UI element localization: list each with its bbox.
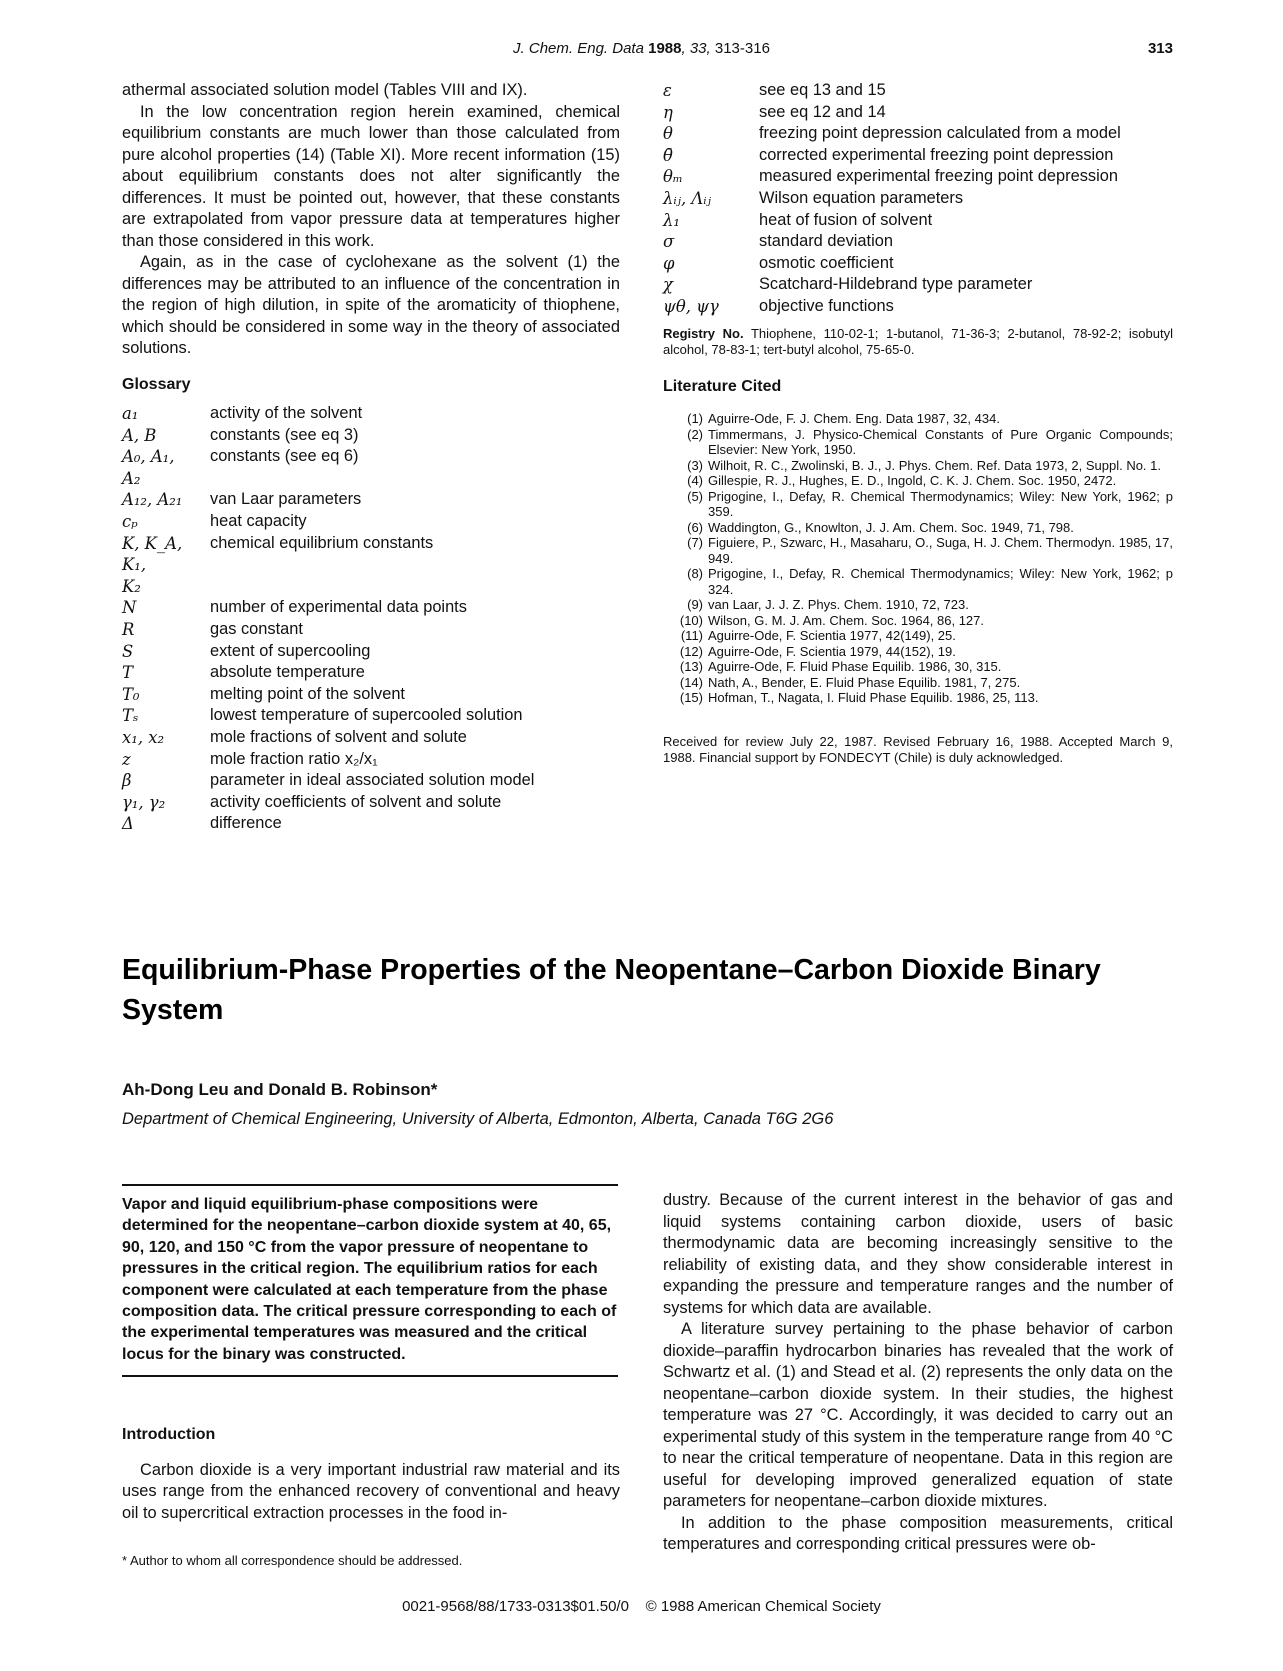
reference-list: [663, 411, 1173, 706]
reference-text: Prigogine, I., Defay, R. Chemical Thermodynamics; Wiley: New York, 1962; p 324.: [708, 566, 1173, 597]
glossary-symbol: λᵢⱼ, Λᵢⱼ: [663, 188, 711, 208]
glossary-row: [663, 123, 1121, 145]
paragraph: athermal associated solution model (Tables VIII and IX).: [122, 81, 528, 99]
glossary-row: [122, 813, 534, 835]
received-note: Received for review July 22, 1987. Revised February 16, 1988. Accepted March 9, 1988. Financial support by FONDECYT (Chile) is duly acknowledged.: [663, 733, 1173, 765]
reference-text: Wilson, G. M. J. Am. Chem. Soc. 1964, 86, 127.: [708, 612, 985, 628]
glossary-definition: heat of fusion of solvent: [759, 210, 933, 229]
glossary-symbol: λ₁: [663, 210, 680, 230]
glossary-row: [122, 533, 534, 598]
glossary-row: [663, 188, 1121, 210]
glossary-symbol: a₁: [122, 404, 139, 423]
glossary-row: [122, 684, 534, 706]
reference-number: (5): [687, 488, 703, 504]
reference-text: Aguirre-Ode, F. Scientia 1977, 42(149), 25.: [708, 628, 956, 644]
glossary-symbol: θₘ: [663, 167, 683, 187]
glossary-symbol: Δ: [122, 814, 134, 834]
glossary-definition: mole fractions of solvent and solute: [210, 727, 467, 746]
reference-number: (14): [679, 674, 703, 690]
glossary-definition: mole fraction ratio x₂/x₁: [210, 749, 378, 768]
page-number: 313: [1147, 40, 1173, 57]
reference-number: (1): [687, 411, 703, 427]
reference-text: Wilhoit, R. C., Zwolinski, B. J., J. Phys. Chem. Ref. Data 1973, 2, Suppl. No. 1.: [708, 457, 1162, 473]
glossary-definition: constants (see eq 3): [210, 425, 359, 444]
top-left-column: [122, 80, 620, 835]
reference-item: [663, 489, 1173, 520]
glossary-symbol: σ: [663, 232, 675, 252]
glossary-row: [122, 403, 534, 425]
article-affiliation: Department of Chemical Engineering, University of Alberta, Edmonton, Alberta, Canada T6G 2G6: [122, 1110, 834, 1128]
reference-number: (11): [680, 628, 703, 644]
running-head: J. Chem. Eng. Data 1988, 33, 313-316: [513, 40, 770, 57]
page-footer: [0, 1598, 1283, 1615]
glossary-symbol: χ: [663, 275, 673, 295]
reference-item: [663, 597, 1173, 613]
glossary-definition: corrected experimental freezing point depression: [759, 145, 1114, 164]
introduction-left: [122, 1424, 620, 1524]
reference-item: [663, 675, 1173, 691]
glossary-symbol: θ̄: [663, 145, 673, 165]
glossary-definition: lowest temperature of supercooled solution: [210, 706, 523, 725]
glossary-row: [663, 210, 1121, 232]
glossary-row: [122, 619, 534, 641]
registry-label: Registry No.: [663, 325, 744, 341]
glossary-symbol: x₁, x₂: [122, 727, 165, 747]
reference-text: van Laar, J. J. Z. Phys. Chem. 1910, 72, 723.: [708, 597, 969, 613]
glossary-definition: parameter in ideal associated solution model: [210, 771, 535, 790]
registry-numbers: [663, 326, 1173, 358]
reference-text: Aguirre-Ode, F. J. Chem. Eng. Data 1987, 32, 434.: [708, 411, 1000, 427]
top-right-column: [663, 80, 1173, 766]
copyright: © 1988 American Chemical Society: [645, 1598, 881, 1615]
glossary-symbol: φ: [663, 253, 675, 273]
paragraph: A literature survey pertaining to the phase behavior of carbon dioxide–paraffin hydrocarbon binaries has revealed that the work of Schwartz et al. (1) and Stead et al. (2) represents the only data on the neopentane–carbon dioxide system. In their studies, the highest temperature was 27 °C. Accordingly, it was decided to carry out an experimental study of this system in the temperature range from 40 °C to near the critical temperature of neopentane. Data in this region are useful for developing improved generalized equation of state parameters for neopentane–carbon dioxide mixtures.: [663, 1320, 1173, 1510]
reference-text: Hofman, T., Nagata, I. Fluid Phase Equilib. 1986, 25, 113.: [708, 690, 1039, 706]
reference-item: [663, 644, 1173, 660]
reference-number: (3): [687, 457, 703, 473]
reference-item: [663, 628, 1173, 644]
glossary-definition: measured experimental freezing point depression: [759, 167, 1118, 186]
glossary-symbol: A₀, A₁, A₂: [122, 447, 175, 488]
glossary-row: [122, 749, 534, 771]
glossary-row: [122, 489, 534, 511]
glossary-definition: freezing point depression calculated from a model: [759, 124, 1121, 143]
reference-number: (6): [687, 519, 703, 535]
glossary-definition: constants (see eq 6): [210, 447, 359, 466]
glossary-symbol: z: [122, 749, 131, 769]
glossary-row: [122, 662, 534, 684]
reference-number: (4): [687, 473, 703, 489]
glossary-definition: osmotic coefficient: [759, 253, 894, 272]
glossary-row: [663, 166, 1121, 188]
reference-text: Aguirre-Ode, F. Scientia 1979, 44(152), 19.: [708, 643, 956, 659]
reference-item: [663, 520, 1173, 536]
glossary-symbol: θ: [663, 124, 673, 144]
reference-item: [663, 566, 1173, 597]
glossary-table-continued: [663, 80, 1121, 318]
journal-pages: 313-316: [714, 40, 770, 57]
glossary-definition: activity coefficients of solvent and solute: [210, 792, 502, 811]
glossary-symbol: ψθ, ψγ: [663, 296, 719, 316]
glossary-definition: van Laar parameters: [210, 490, 362, 509]
glossary-table: [122, 403, 534, 835]
reference-item: [663, 659, 1173, 675]
paragraph: In the low concentration region herein examined, chemical equilibrium constants are much lower than those calculated from pure alcohol properties (14) (Table XI). More recent information (15) about equilibrium constants does not alter significantly the differences. It must be pointed out, however, that these constants are extrapolated from vapor pressure data at temperatures higher than those considered in this work.: [122, 102, 620, 250]
journal-name: J. Chem. Eng. Data: [513, 40, 644, 57]
reference-text: Waddington, G., Knowlton, J. J. Am. Chem. Soc. 1949, 71, 798.: [708, 519, 1074, 535]
reference-number: (13): [679, 659, 703, 675]
reference-item: [663, 458, 1173, 474]
glossary-row: [122, 792, 534, 814]
glossary-row: [122, 727, 534, 749]
glossary-row: [122, 446, 534, 489]
registry-text: Thiophene, 110-02-1; 1-butanol, 71-36-3; 2-butanol, 78-92-2; isobutyl alcohol, 78-83-1; tert-butyl alcohol, 75-65-0.: [663, 325, 1173, 357]
reference-item: [663, 690, 1173, 706]
reference-number: (10): [679, 612, 703, 628]
reference-number: (12): [679, 643, 703, 659]
glossary-definition: standard deviation: [759, 232, 893, 251]
reference-number: (9): [687, 597, 703, 613]
glossary-symbol: R: [122, 619, 135, 639]
glossary-definition: see eq 13 and 15: [759, 81, 886, 99]
glossary-row: [122, 641, 534, 663]
glossary-definition: extent of supercooling: [210, 641, 371, 660]
glossary-definition: melting point of the solvent: [210, 684, 405, 703]
glossary-row: [122, 425, 534, 447]
glossary-definition: number of experimental data points: [210, 598, 467, 617]
glossary-definition: gas constant: [210, 619, 303, 638]
paragraph: dustry. Because of the current interest in the behavior of gas and liquid systems containing carbon dioxide, users of basic thermodynamic data are becoming increasingly sensitive to the reliability of existing data, and they show considerable interest in expanding the pressure and temperature ranges and the number of systems for which data are available.: [663, 1191, 1173, 1317]
glossary-definition: activity of the solvent: [210, 404, 363, 422]
introduction-heading: Introduction: [122, 1426, 216, 1443]
article-title: Equilibrium-Phase Properties of the Neopentane–Carbon Dioxide Binary System: [122, 954, 1101, 1026]
abstract: Vapor and liquid equilibrium-phase compositions were determined for the neopentane–carbon dioxide system at 40, 65, 90, 120, and 150 °C from the vapor pressure of neopentane to pressures in the critical region. The equilibrium ratios for each component were calculated at each temperature from the phase composition data. The critical pressure corresponding to each of the experimental temperatures was measured and the critical locus for the binary was constructed.: [122, 1184, 618, 1377]
glossary-symbol: T₀: [122, 684, 140, 704]
glossary-symbol: Tₛ: [122, 706, 139, 726]
glossary-symbol: K, K_A, K₁, K₂: [122, 533, 183, 596]
issn-code: 0021-9568/88/1733-0313$01.50/0: [402, 1598, 629, 1615]
reference-number: (15): [679, 690, 703, 706]
glossary-heading: Glossary: [122, 375, 191, 393]
glossary-definition: Wilson equation parameters: [759, 188, 964, 207]
glossary-row: [663, 145, 1121, 167]
glossary-symbol: cₚ: [122, 511, 138, 531]
glossary-symbol: β: [122, 771, 132, 791]
glossary-row: [122, 597, 534, 619]
reference-item: [663, 427, 1173, 458]
glossary-definition: chemical equilibrium constants: [210, 533, 434, 552]
glossary-row: [663, 102, 1121, 124]
reference-item: [663, 411, 1173, 427]
glossary-row: [122, 770, 534, 792]
footnote: * Author to whom all correspondence should be addressed.: [122, 1553, 463, 1568]
paragraph: Carbon dioxide is a very important industrial raw material and its uses range from the enhanced recovery of conventional and heavy oil to supercritical extraction processes in the food in-: [122, 1460, 620, 1522]
paragraph: In addition to the phase composition measurements, critical temperatures and corresponding critical pressures were ob-: [663, 1513, 1173, 1553]
glossary-symbol: γ₁, γ₂: [122, 792, 166, 812]
glossary-row: [122, 705, 534, 727]
glossary-definition: heat capacity: [210, 511, 307, 530]
glossary-row: [122, 511, 534, 533]
glossary-symbol: S: [122, 641, 134, 661]
glossary-row: [663, 80, 1121, 102]
glossary-symbol: A, B: [122, 425, 157, 445]
glossary-symbol: T: [122, 663, 133, 683]
reference-text: Nath, A., Bender, E. Fluid Phase Equilib. 1981, 7, 275.: [708, 674, 1021, 690]
journal-year: 1988: [648, 40, 682, 57]
reference-text: Gillespie, R. J., Hughes, E. D., Ingold, C. K. J. Chem. Soc. 1950, 2472.: [708, 473, 1117, 489]
reference-text: Figuiere, P., Szwarc, H., Masaharu, O., Suga, H. J. Chem. Thermodyn. 1985, 17, 949.: [708, 535, 1173, 566]
reference-text: Prigogine, I., Defay, R. Chemical Thermodynamics; Wiley: New York, 1962; p 359.: [708, 488, 1173, 520]
article-authors: Ah-Dong Leu and Donald B. Robinson*: [122, 1080, 438, 1099]
glossary-definition: see eq 12 and 14: [759, 102, 886, 121]
glossary-definition: absolute temperature: [210, 663, 365, 682]
glossary-symbol: ε: [663, 81, 672, 100]
reference-number: (2): [687, 426, 703, 442]
glossary-row: [663, 274, 1121, 296]
glossary-definition: objective functions: [759, 296, 894, 315]
reference-number: (7): [687, 535, 703, 551]
glossary-symbol: N: [122, 598, 137, 618]
reference-text: Aguirre-Ode, F. Fluid Phase Equilib. 1986, 30, 315.: [708, 659, 1002, 675]
reference-item: [663, 613, 1173, 629]
glossary-definition: difference: [210, 814, 282, 833]
glossary-definition: Scatchard-Hildebrand type parameter: [759, 275, 1033, 294]
glossary-symbol: η: [663, 102, 673, 122]
reference-text: Timmermans, J. Physico-Chemical Constants of Pure Organic Compounds; Elsevier: New York, 1950.: [708, 426, 1173, 458]
journal-volume: 33: [689, 40, 707, 57]
glossary-row: [663, 231, 1121, 253]
paragraph: Again, as in the case of cyclohexane as the solvent (1) the differences may be attributed to an influence of the concentration in the region of high dilution, in spite of the aromaticity of thiophene, which should be considered in some way in the theory of associated solutions.: [122, 253, 620, 357]
reference-item: [663, 473, 1173, 489]
glossary-symbol: A₁₂, A₂₁: [122, 490, 183, 510]
bottom-right-column: [663, 1190, 1173, 1556]
reference-item: [663, 535, 1173, 566]
reference-number: (8): [687, 566, 703, 582]
glossary-row: [663, 253, 1121, 275]
literature-heading: Literature Cited: [663, 377, 782, 395]
glossary-row: [663, 296, 1121, 318]
